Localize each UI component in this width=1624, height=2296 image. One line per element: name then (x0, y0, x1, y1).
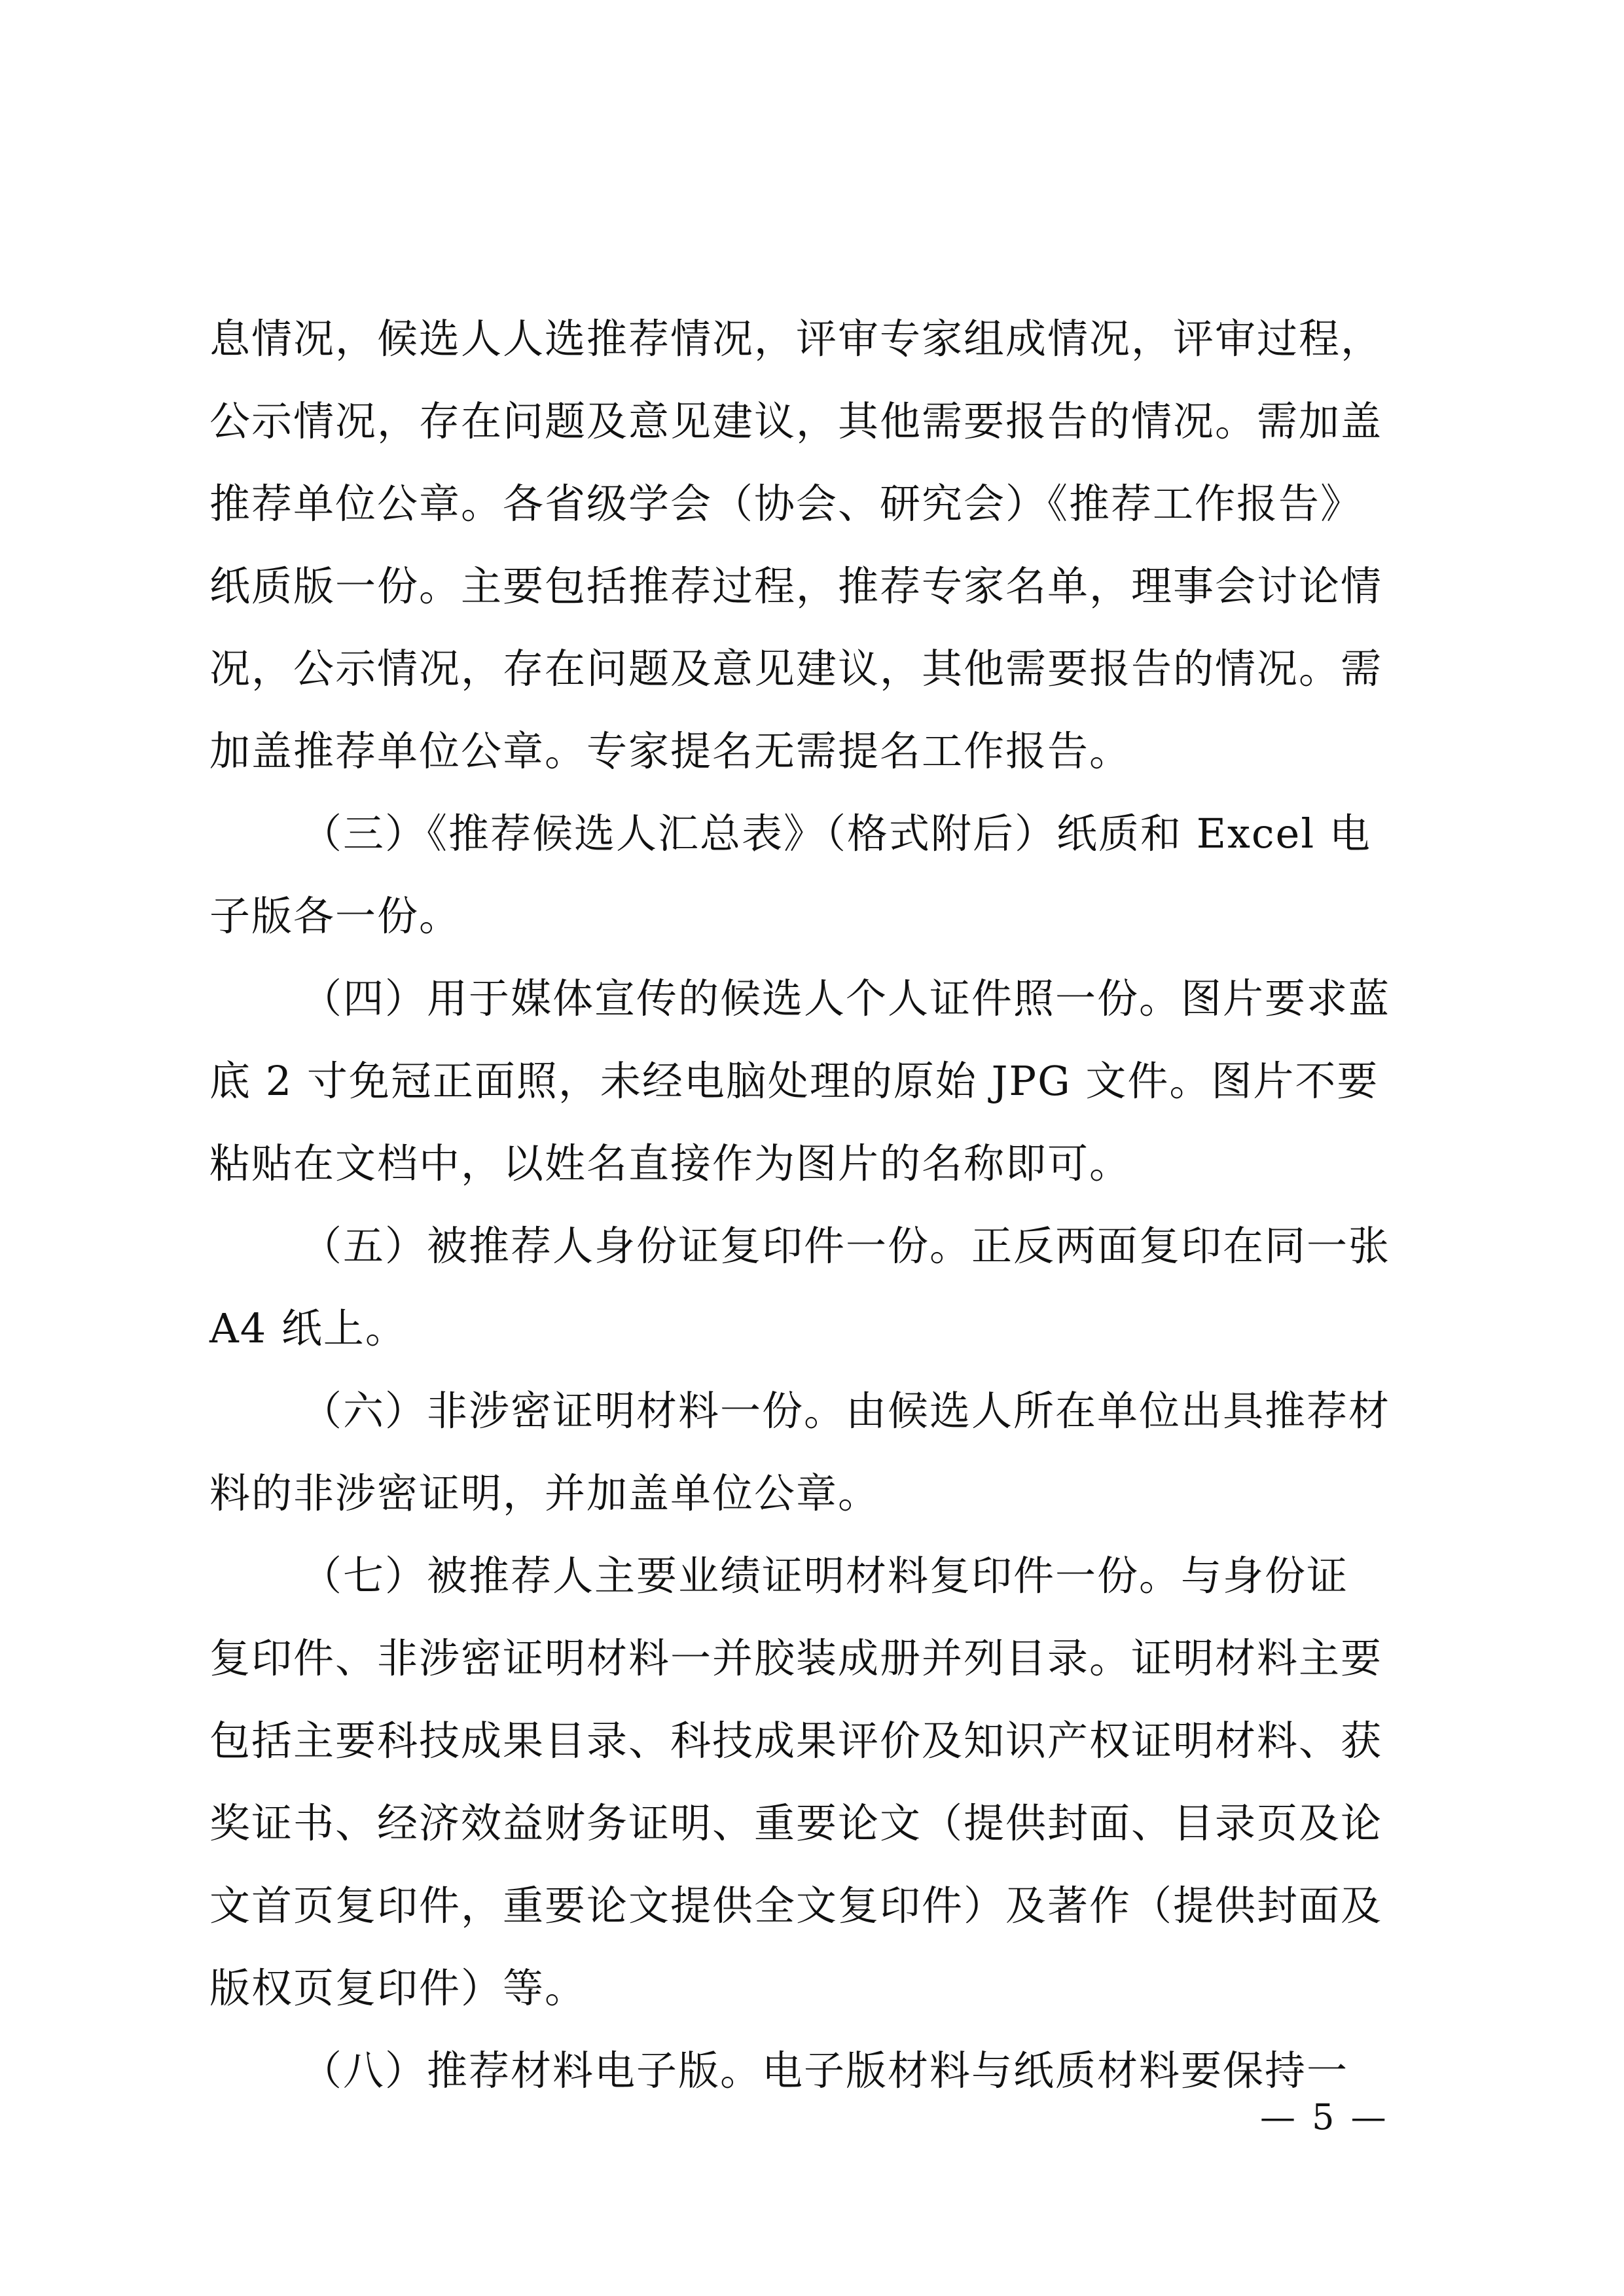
text-line: 加盖推荐单位公章。专家提名无需提名工作报告。 (209, 727, 1132, 775)
text-line: 况，公示情况，存在问题及意见建议，其他需要报告的情况。需 (209, 645, 1383, 692)
text-line: 底 2 寸免冠正面照，未经电脑处理的原始 JPG 文件。图片不要 (209, 1057, 1379, 1105)
text-line: 文首页复印件，重要论文提供全文复印件）及著作（提供封面及 (209, 1882, 1383, 1929)
text-line: 奖证书、经济效益财务证明、重要论文（提供封面、目录页及论 (209, 1799, 1383, 1847)
text-line: 料的非涉密证明，并加盖单位公章。 (209, 1469, 880, 1517)
page-number: — 5 — (1260, 2096, 1389, 2138)
paragraph-start-line: （六）非涉密证明材料一份。由候选人所在单位出具推荐材 (301, 1387, 1391, 1435)
text-line: 包括主要科技成果目录、科技成果评价及知识产权证明材料、获 (209, 1717, 1383, 1765)
text-line: 粘贴在文档中，以姓名直接作为图片的名称即可。 (209, 1139, 1132, 1187)
text-line: A4 纸上。 (209, 1304, 407, 1352)
paragraph-start-line: （四）用于媒体宣传的候选人个人证件照一份。图片要求蓝 (301, 975, 1391, 1022)
paragraph-start-line: （三）《推荐候选人汇总表》（格式附后）纸质和 Excel 电 (301, 810, 1371, 857)
text-line: 息情况，候选人人选推荐情况，评审专家组成情况，评审过程， (209, 315, 1383, 363)
text-line: 推荐单位公章。各省级学会（协会、研究会）《推荐工作报告》 (209, 480, 1363, 528)
text-line: 子版各一份。 (209, 892, 461, 940)
text-line: 纸质版一份。主要包括推荐过程，推荐专家名单，理事会讨论情 (209, 562, 1383, 610)
body-text (209, 298, 1427, 2112)
text-line: 复印件、非涉密证明材料一并胶装成册并列目录。证明材料主要 (209, 1634, 1383, 1682)
paragraph-start-line: （八）推荐材料电子版。电子版材料与纸质材料要保持一 (301, 2047, 1349, 2094)
paragraph-start-line: （七）被推荐人主要业绩证明材料复印件一份。与身份证 (301, 1552, 1349, 1600)
text-line: 版权页复印件）等。 (209, 1964, 587, 2012)
text-line: 公示情况，存在问题及意见建议，其他需要报告的情况。需加盖 (209, 397, 1383, 445)
paragraph-start-line: （五）被推荐人身份证复印件一份。正反两面复印在同一张 (301, 1222, 1391, 1270)
